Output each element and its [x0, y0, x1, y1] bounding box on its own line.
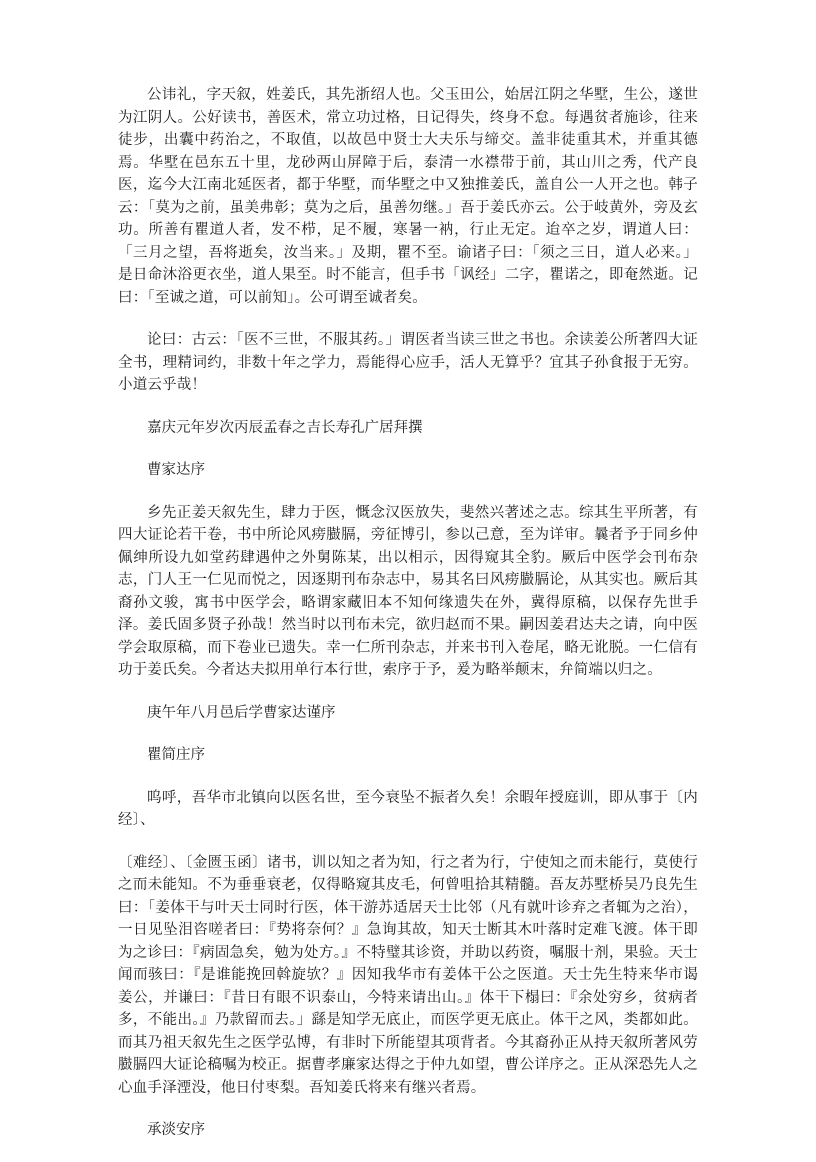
qu-preface-opening: 呜呼，吾华市北镇向以医名世，至今衰坠不振者久矣！余暇年授庭训，即从事于〔内经〕、	[118, 789, 698, 828]
section-heading-cao: 曹家达序	[147, 462, 205, 478]
section-heading-cheng: 承淡安序	[147, 1122, 205, 1138]
date-signature-cao: 庚午年八月邑后学曹家达谨序	[147, 704, 336, 721]
qu-preface-paragraph: 〔难经〕、〔金匮玉函〕诸书，训以知之者为知，行之者为行，宁使知之而未能行，莫使行之而未能知。不为垂垂衰老，仅得略窥其皮毛，何曾咀拾其精髓。吾友苏墅桥吴乃良先生曰：「姜体干与叶天士同时行医，体干游苏适居天士比邻（凡有就叶诊弃之者辄为之治），一日见坠泪咨嗟者曰：『势将奈何？』急询其故，知天士断其木叶落时定难飞渡。体干即为之诊曰：『病固急矣，勉为处方。』不特璧其诊资，并助以药资，嘱服十剂，果验。天士闻而骇曰：『是谁能挽回斡旋欤？』因知我华市有姜体干公之医道。天士先生特来华市谒姜公，并谦曰：『昔日有眼不识泰山，今特来请出山。』体干下榻曰：『余处穷乡，贫病者多，不能出。』乃款留而去。」繇是知学无底止，而医学更无底止。体干之风，类都如此。而其乃祖天叙先生之医学弘博，有非时下所能望其项背者。今其裔孙正从持天叙所著风劳臌膈四大证论稿嘱为校正。据曹孝廉家达得之于仲九如望，曹公详序之。正从深恐先人之心血手泽湮没，他日付枣梨。吾知姜氏将来有继兴者焉。	[118, 854, 698, 1096]
section-heading-qu: 瞿简庄序	[147, 747, 205, 763]
date-signature-kong: 嘉庆元年岁次丙辰孟春之吉长寿孔广居拜撰	[147, 419, 423, 436]
document-page	[118, 84, 698, 1162]
cao-preface-paragraph: 乡先正姜天叙先生，肆力于医，慨念汉医放失，斐然兴著述之志。综其生平所著，有四大证论若干卷，书中所论风痨臌膈，旁征博引，参以己意，至为详审。曩者予于同乡仲佩绅所设九如堂药肆遇仲之外舅陈某，出以相示，因得窥其全豹。厥后中医学会刊布杂志，门人王一仁见而悦之，因逐期刊布杂志中，易其名曰风痨臌膈论，从其实也。厥后其裔孙文骏，寓书中医学会，略谓家藏旧本不知何缘遗失在外，冀得原稿，以保存先世手泽。姜氏固多贤子孙哉！然当时以刊布未完，欲归赵而不果。嗣因姜君达夫之请，向中医学会取原稿，而下卷业已遗失。幸一仁所刊杂志，并来书刊入卷尾，略无讹脱。一仁信有功于姜氏矣。今者达夫拟用单行本行世，索序于予，爰为略举颠末，弁简端以归之。	[118, 504, 698, 678]
biography-paragraph: 公讳礼，字天叙，姓姜氏，其先浙绍人也。父玉田公，始居江阴之华墅，生公，遂世为江阴人。公好读书，善医术，常立功过格，日记得失，终身不怠。每遇贫者施诊，往来徒步，出囊中药治之，不取值，以故邑中贤士大夫乐与缔交。盖非徒重其术，并重其德焉。华墅在邑东五十里，龙砂两山屏障于后，泰清一水襟带于前，其山川之秀，代产良医，迄今大江南北延医者，都于华墅，而华墅之中又独推姜氏，盖自公一人开之也。韩子云：「莫为之前，虽美弗彰；莫为之后，虽善勿继。」吾于姜氏亦云。公于岐黄外，旁及玄功。所善有瞿道人者，发不栉，足不履，寒暑一衲，行止无定。迨卒之岁，谓道人曰：「三月之望，吾将逝矣，汝当来。」及期，瞿不至。谕诸子曰：「须之三日，道人必来。」是日命沐浴更衣坐，道人果至。时不能言，但手书「讽经」二字，瞿诺之，即奄然逝。记曰：「至诚之道，可以前知」。公可谓至诚者矣。	[118, 87, 698, 306]
commentary-paragraph: 论曰：古云：「医不三世，不服其药。」谓医者当读三世之书也。余读姜公所著四大证全书，理精词约，非数十年之学力，焉能得心应手，活人无算乎？宜其子孙食报于无穷。小道云乎哉！	[118, 332, 698, 393]
